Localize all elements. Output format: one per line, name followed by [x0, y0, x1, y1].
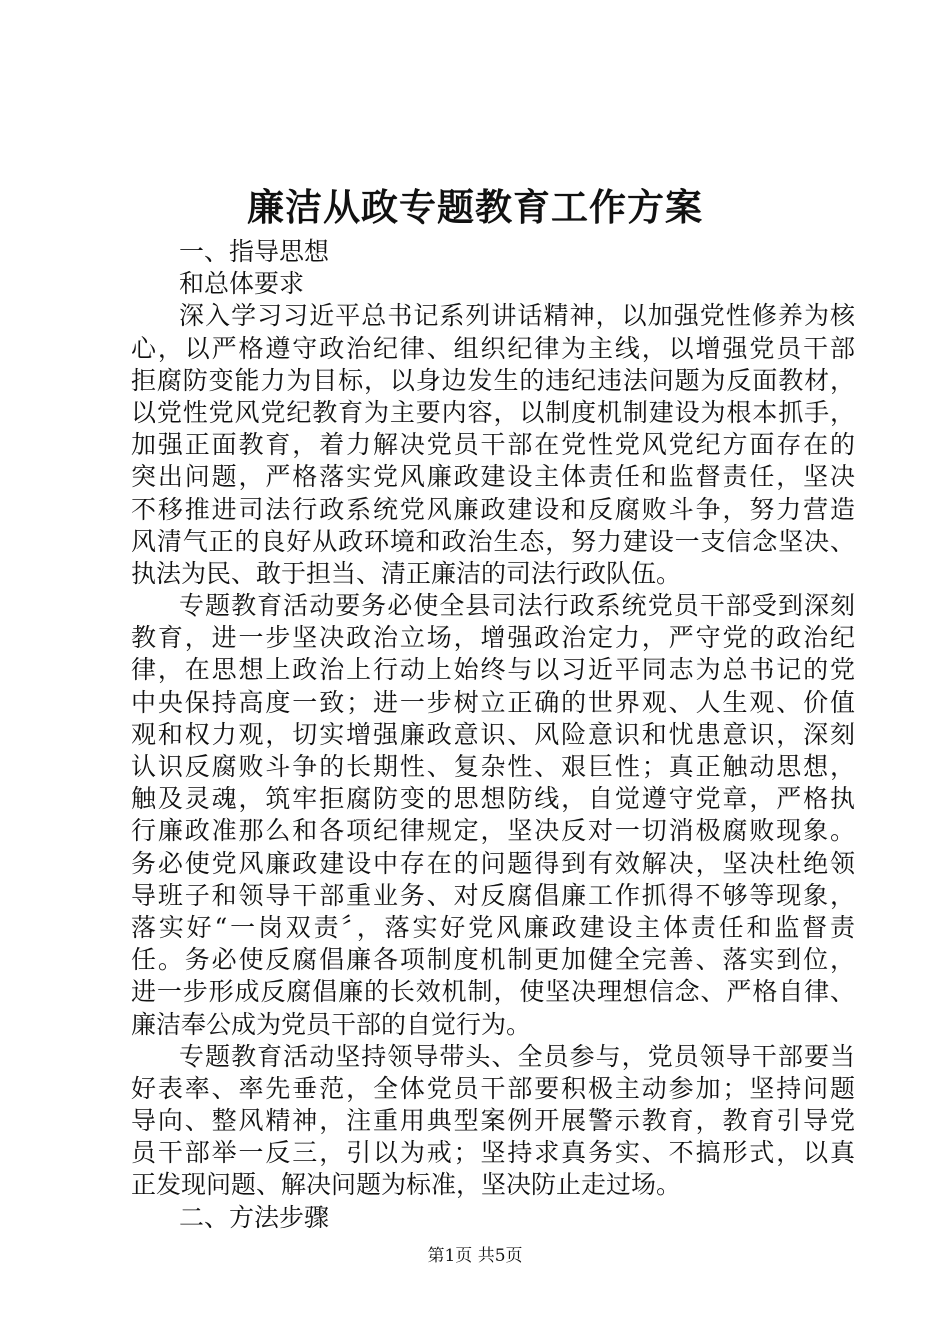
document-body [131, 236, 855, 1234]
text-line: 和总体要求 [179, 269, 305, 299]
text-line: 观和权力观，切实增强廉政意识、风险意识和忧患意识，深刻 [131, 719, 855, 749]
text-line: 行廉政准那么和各项纪律规定，坚决反对一切消极腐败现象。 [131, 816, 855, 846]
text-line: 一、指导思想 [179, 237, 330, 266]
page-footer: 第1页 共5页 [427, 1246, 523, 1266]
text-line: 导班子和领导干部重业务、对反腐倡廉工作抓得不够等现象， [131, 880, 855, 910]
text-line: 二、方法步骤 [179, 1202, 330, 1232]
text-line: 风清气正的良好从政环境和政治生态，努力建设一支信念坚决、 [131, 526, 855, 556]
text-line: 正发现问题、解决问题为标准，坚决防止走过场。 [131, 1170, 682, 1200]
page-title: 廉洁从政专题教育工作方案 [247, 185, 703, 229]
text-line: 律，在思想上政治上行动上始终与以习近平同志为总书记的党 [131, 655, 855, 685]
text-line: 教育，进一步坚决政治立场，增强政治定力，严守党的政治纪 [131, 623, 855, 653]
text-line: 突出问题，严格落实党风廉政建设主体责任和监督责任，坚决 [131, 462, 855, 492]
text-line: 以党性党风党纪教育为主要内容，以制度机制建设为根本抓手， [131, 397, 855, 427]
text-line: 触及灵魂，筑牢拒腐防变的思想防线，自觉遵守党章，严格执 [131, 784, 855, 814]
text-line: 不移推进司法行政系统党风廉政建设和反腐败斗争，努力营造 [131, 494, 855, 524]
text-line: 务必使党风廉政建设中存在的问题得到有效解决，坚决杜绝领 [131, 848, 855, 878]
text-line: 加强正面教育，着力解决党员干部在党性党风党纪方面存在的 [131, 430, 855, 460]
text-line: 专题教育活动坚持领导带头、全员参与，党员领导干部要当 [179, 1041, 855, 1071]
text-line: 中央保持高度一致；进一步树立正确的世界观、人生观、价值 [131, 687, 855, 717]
text-line: 拒腐防变能力为目标，以身边发生的违纪违法问题为反面教材， [131, 365, 855, 395]
text-line: 好表率、率先垂范，全体党员干部要积极主动参加；坚持问题 [131, 1073, 855, 1103]
text-line: 员干部举一反三，引以为戒；坚持求真务实、不搞形式，以真 [131, 1138, 855, 1168]
text-line: 专题教育活动要务必使全县司法行政系统党员干部受到深刻 [179, 591, 855, 621]
text-line: 任。务必使反腐倡廉各项制度机制更加健全完善、落实到位， [131, 945, 855, 975]
text-line: 执法为民、敢于担当、清正廉洁的司法行政队伍。 [131, 558, 682, 588]
text-line: 深入学习习近平总书记系列讲话精神，以加强党性修养为核 [179, 301, 855, 331]
text-line: 落实好“一岗双责〞，落实好党风廉政建设主体责任和监督责 [131, 912, 855, 942]
text-line: 导向、整风精神，注重用典型案例开展警示教育，教育引导党 [131, 1106, 855, 1136]
text-line: 心，以严格遵守政治纪律、组织纪律为主线，以增强党员干部 [131, 333, 855, 363]
text-line: 认识反腐败斗争的长期性、复杂性、艰巨性；真正触动思想， [131, 752, 855, 781]
text-line: 进一步形成反腐倡廉的长效机制，使坚决理想信念、严格自律、 [131, 977, 855, 1007]
text-line: 廉洁奉公成为党员干部的自觉行为。 [131, 1009, 532, 1039]
